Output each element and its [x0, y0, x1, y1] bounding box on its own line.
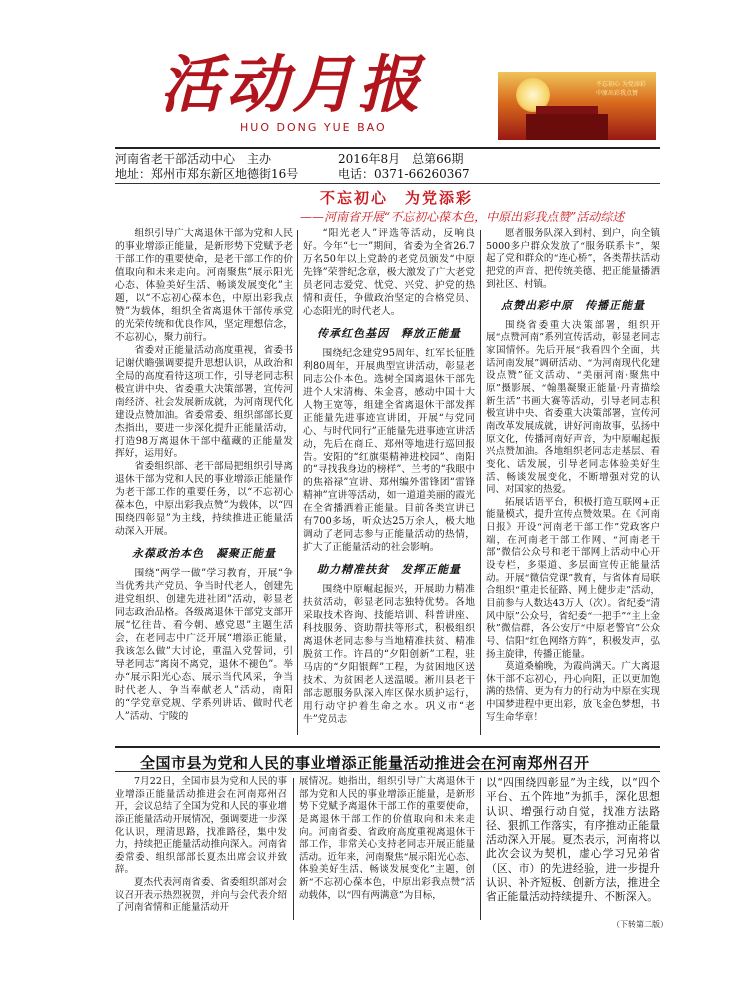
lead-subheadline: ——河南省开展“不忘初心葆本色，中原出彩我点赞”活动综述 — [300, 210, 625, 224]
issue-text: 2016年8月 总第66期 — [338, 152, 464, 166]
second-column-3 — [486, 776, 660, 905]
paragraph: 展情况。她指出，组织引导广大离退休干部为党和人民的事业增添正能量，是新形势下党赋予离退休干部工作的重要使命，是离退休干部工作的价值取向和未来走向。河南省委、省政府高度重视离退休干部工作，非常关心支持老同志开展正能量活动。近年来，河南聚焦“展示阳光心态、体验美好生活、畅谈发展变化”主题，创新“不忘初心葆本色，中原出彩我点赞”活动载体，以“四有两满意”为目标， — [299, 776, 475, 901]
paragraph: 拓展话语平台，积极打造互联网+正能量模式，提升宣传点赞效果。在《河南日报》开设“河南老干部工作”党政客户端，在河南老干部工作网、“河南老干部”微信公众号和老干部网上活动中心开设专栏，多渠道、多层面宣传正能量活动。开展“微信党课”教育，与省体育局联合组织“重走长征路、网上健步走”活动，目前参与人数达43万人（次）。省纪委“清风中原”公众号，省纪委“一把手”“主上金秋”微信群，各公安厅“中原老警官”公众号、信阳“红色网络方阵”，积极发声，弘扬主旋律，传播正能量。 — [486, 496, 660, 660]
paragraph: 围绕“两学一做”学习教育，开展“争当优秀共产党员、争当时代老人，创建先进党组织、创建先进社团”活动，彰显老同志政治品格。各级离退休干部党支部开展“忆往昔、看今朝、感党恩”主题生活会，在老同志中广泛开展“增添正能量，我该怎么做”大讨论，重温入党誓词，引导老同志“离岗不离党，退休不褪色”。举办“展示阳光心态、展示当代风采，争当时代老人、争当奉献老人”活动，南阳的“学党章党规、学系列讲话、做时代老人”活动、宁陵的 — [115, 568, 293, 722]
section-heading: 点赞出彩中原 传播正能量 — [501, 299, 645, 313]
masthead-pinyin: HUO DONG YUE BAO — [240, 121, 387, 134]
paragraph: 组织引导广大离退休干部为党和人民的事业增添正能量，是新形势下党赋予老干部工作的重要使命，是老干部工作的价值取向和未来走向。河南聚焦“展示阳光心态、体验美好生活、畅谈发展变化”主题，以“不忘初心葆本色，中原出彩我点赞”为载体，组织全省离退休干部传承党的光荣传统和优良作风，坚定理想信念，不忘初心，聚力前行。 — [115, 228, 293, 343]
info-rule — [115, 183, 660, 184]
second-headline: 全国市县为党和人民的事业增添正能量活动推进会在河南郑州召开 — [140, 754, 590, 772]
section-rule — [115, 746, 660, 748]
paragraph: 省委对正能量活动高度重视，省委书记谢伏瞻强调要提升思想认识，从政治和全局的高度看待这项工作，引导老同志积极宣讲中央、省委重大决策部署，宣传河南经济、社会发展新成就，为河南现代化建设点赞加油。省委常委、组织部部长夏杰指出，要进一步深化提升正能量活动，打造98万离退休干部中蕴藏的正能量发挥好，运用好。 — [115, 344, 293, 460]
paragraph: 围绕省委重大决策部署，组织开展“点赞河南”系列宣传活动，彰显老同志家国情怀。先后开展“我看四个全面，共话河南发展”调研活动、“为河南现代化建设点赞”征文活动、“美丽河南·聚焦中原”摄影展、“翰墨凝聚正能量·丹青描绘新生活”书画大赛等活动，引导老同志积极宣讲中央、省委重大决策部署，宣传河南改革发展成就，讲好河南故事，弘扬中原文化，传播河南好声音，为中原崛起振兴点赞加油。各地组织老同志走基层、看变化、话发展，引导老同志体验美好生活、畅谈发展变化，不断增强对党的认同、对国家的热爱。 — [486, 319, 660, 496]
paragraph: 莫道桑榆晚，为霞尚满天。广大离退休干部不忘初心，丹心向阳，正以更加饱满的热情、更为有力的行动为中原在实现中国梦进程中更出彩，放飞金色梦想，书写生命华章！ — [486, 661, 660, 723]
paragraph: 愿者服务队深入到村、到户，向全镇5000多户群众发放了“服务联系卡”，架起了党和群众的“连心桥”，各类帮扶活动把党的声音、把传统美德、把正能量播洒到社区、村镇。 — [486, 228, 660, 290]
column-divider — [480, 230, 481, 735]
paragraph: 夏杰代表河南省委、省委组织部对会议召开表示热烈祝贺，并向与会代表介绍了河南省情和正能量活动开 — [115, 877, 287, 914]
continued-note: （下转第二版） — [612, 920, 668, 929]
masthead-rule — [115, 147, 660, 149]
phone-text: 电话：0371-66260367 — [338, 167, 470, 181]
tiananmen-graphic — [526, 114, 608, 140]
column-divider — [480, 778, 481, 920]
masthead-banner-image — [498, 72, 656, 140]
section-heading: 传承红色基因 释放正能量 — [317, 326, 461, 340]
paragraph: 7月22日，全国市县为党和人民的事业增添正能量活动推进会在河南郑州召开，会议总结了全国为党和人民的事业增添正能量活动开展情况，强调要进一步深化认识，理清思路，找准路径，集中发力，持续把正能量活动推向深入。河南省委常委、组织部部长夏杰出席会议并致辞。 — [115, 776, 287, 876]
second-column-2 — [299, 776, 475, 902]
column-divider — [297, 230, 298, 735]
paragraph: “阳光老人”评选等活动，反响良好。今年“七一”期间，省委为全省26.7万名50年以上党龄的老党员颁发“中原先锋”荣誉纪念章，极大激发了广大老党员老同志爱党、忧党、兴党、护党的热情和责任，争做政治坚定的合格党员、心态阳光的时代老人。 — [303, 228, 475, 317]
column-divider — [293, 778, 294, 920]
lead-column-3 — [486, 228, 660, 724]
paragraph: 围绕中原崛起振兴，开展助力精准扶贫活动，彰显老同志独特优势。各地采取技术咨询、技能培训、科普讲座、科技服务、资助帮扶等形式，积极组织离退休老同志参与当地精准扶贫、精准脱贫工作。许昌的“夕阳创新”工程，驻马店的“夕阳银辉”工程，为贫困地区送技术、为贫困老人送温暖。淅川县老干部志愿服务队深入库区保水质护运行，用行动守护着生命之水。巩义市“老牛”党员志 — [303, 584, 475, 725]
masthead-title: 活动月报 — [160, 48, 425, 121]
paragraph: 省委组织部、老干部局把组织引导离退休干部为党和人民的事业增添正能量作为老干部工作的重要任务，以“不忘初心葆本色，中原出彩我点赞”为载体，以“四围绕四彰显”为主线，持续推进正能量活动深入开展。 — [115, 461, 293, 538]
paragraph: 以“四围绕四彰显”为主线，以“四个平台、五个阵地”为抓手，深化思想认识、增强行动自觉，找准方法路径、狠抓工作落实，有序推动正能量活动深入开展。夏杰表示，河南将以此次会议为契机，虚心学习兄弟省（区、市）的先进经验，进一步提升认识、补齐短板、创新方法，推进全省正能量活动持续提升、不断深入。 — [486, 776, 660, 904]
section-heading: 助力精准扶贫 发挥正能量 — [317, 563, 461, 577]
lead-column-2 — [303, 228, 475, 727]
section-heading: 永葆政治本色 凝聚正能量 — [132, 547, 276, 561]
banner-slogan: 不忘初心 为党添彩 中原出彩我点赞 — [596, 81, 646, 97]
lead-column-1 — [115, 228, 293, 724]
headline-rule — [115, 771, 660, 772]
second-column-1 — [115, 776, 287, 915]
lead-headline: 不忘初心 为党添彩 — [320, 189, 474, 207]
sponsor-text: 河南省老干部活动中心 主办 — [115, 152, 272, 166]
paragraph: 围绕纪念建党95周年、红军长征胜利80周年，开展典型宣讲活动，彰显老同志公仆本色。选树全国离退休干部先进个人宋清梅、朱金喜，感动中国十大人物王宽等，组建全省离退休干部发挥正能量先进事迹宣讲团，开展“与党同心、与时代同行”正能量先进事迹宣讲活动，先后在商丘、郑州等地进行巡回报告。安阳的“红旗渠精神进校园”、南阳的“寻找我身边的榜样”、兰考的“我眼中的焦裕禄”宣讲、郑州编外雷锋团“雷锋精神”宣讲等活动，如一道道美丽的霞光在全省播洒着正能量。目前各类宣讲已有700多场，听众达25万余人，极大地调动了老同志参与正能量活动的热情，扩大了正能量活动的社会影响。 — [303, 347, 475, 554]
address-text: 地址：郑州市郑东新区地德街16号 — [115, 167, 299, 181]
